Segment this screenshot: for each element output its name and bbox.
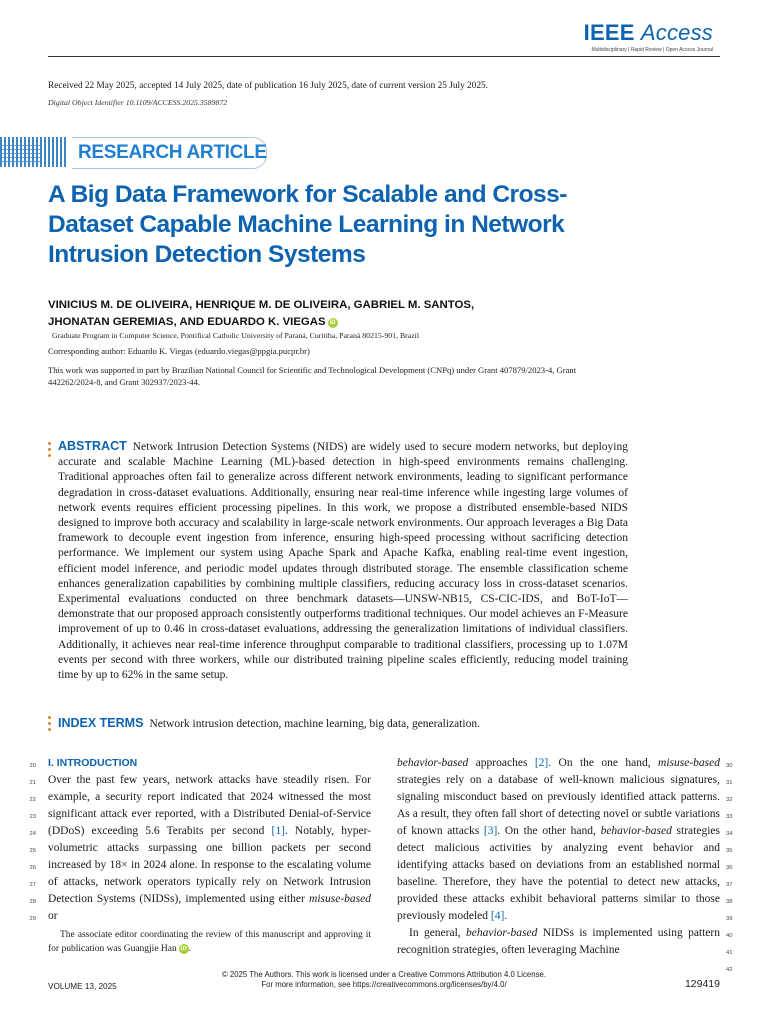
paper-title: A Big Data Framework for Scalable and Cross-Dataset Capable Machine Learning in Network Intrusion Detection Systems: [48, 181, 567, 268]
journal-name-italic: Access: [640, 20, 713, 45]
intro-paragraph-2: In general, behavior-based NIDSs is implemented using pattern recognition strategies, often leveraging Machine: [397, 927, 720, 956]
intro-paragraph-1: Over the past few years, network attacks have steadily risen. For example, a security report indicated that 2024 witnessed the most significant attack ever reported, with a Distributed Denial-of-Service (DDoS) exceeding 5.6 Terabits per second [1]. Notably, hyper-volumetric attacks surpassing one billion packets per second increased by 18× in 2024 alone. In response to the escalating volume of attacks, network operators typically rely on Network Intrusion Detection Systems (NIDSs), implemented using either misuse-based or: [48, 774, 372, 922]
journal-tagline: Multidisciplinary | Rapid Review | Open Access Journal: [591, 47, 713, 53]
abstract: [58, 439, 628, 683]
header-rule: [48, 56, 720, 57]
received-dates: Received 22 May 2025, accepted 14 July 2025, date of publication 16 July 2025, date of current version 25 July 2025.: [48, 81, 488, 91]
authors-line-1: VINICIUS M. DE OLIVEIRA, HENRIQUE M. DE OLIVEIRA, GABRIEL M. SANTOS,: [48, 299, 475, 311]
orcid-icon[interactable]: iD: [180, 946, 187, 952]
abstract-heading: ABSTRACT: [58, 439, 127, 453]
citation-link[interactable]: [1]: [271, 825, 285, 837]
section-heading-introduction: I. INTRODUCTION: [48, 757, 138, 769]
volume-label: VOLUME 13, 2025: [48, 982, 117, 991]
citation-link[interactable]: [4]: [490, 910, 505, 922]
license-line-1: © 2025 The Authors. This work is licensed under a Creative Commons Attribution 4.0 License.: [222, 970, 546, 979]
editor-footnote: The associate editor coordinating the review of this manuscript and approving it for publication was Guangjie Han iD .: [48, 930, 371, 954]
index-terms-heading: INDEX TERMS: [58, 716, 144, 730]
corresponding-author: Corresponding author: Eduardo K. Viegas (eduardo.viegas@ppgia.pucpr.br): [48, 346, 310, 356]
abstract-text: Network Intrusion Detection Systems (NIDS) are widely used to secure modern networks, but deploying accurate and scalable Machine Learning (ML)-based detection in high-speed environments remains challenging. Traditional approaches often fail to generalize across different network environments, leading to significant performance degradation in cross-dataset evaluations. Additionally, ensuring near real-time inference while ingesting large volumes of network events requires efficient processing pipelines. In this work, we propose a distributed ensemble-based NIDS designed to improve both accuracy and scalability in large-scale network environments. Our approach leverages a Big Data framework to decouple event ingestion from inference, ensuring high-speed processing without sacrificing detection performance. We implement our system using Apache Spark and Apache Kafka, enabling real-time event ingestion, efficient model inference, and periodic model updates through distributed storage. The ensemble classification scheme enhances generalization capabilities by combining multiple classifiers, reducing accuracy loss in cross-dataset scenarios. Experimental evaluations conducted on three benchmark datasets—UNSW-NB15, CS-CIC-IDS, and BoT-IoT—demonstrate that our proposed approach consistently outperforms traditional techniques. Our model achieves an F-Measure improvement of up to 0.46 in cross-dataset evaluations, addressing the generalization limitations of individual classifiers. Additionally, it achieves near real-time inference throughput comparable to traditional classifiers, processing up to 1.07M events per second with three workers, while our distributed training pipeline scales efficiently, reducing model training time by up to 62% in the same setup.: [58, 441, 628, 682]
index-terms-text: Network intrusion detection, machine learning, big data, generalization.: [149, 718, 480, 730]
intro-paragraph-1-cont: behavior-based approaches [2]. On the one hand, misuse-based strategies rely on a database of well-known malicious signatures, signaling misconduct based on previously identified attack patterns. As a result, they often fall short of detecting novel or subtle variations of known attacks [3]. On the other hand, behavior-based strategies detect malicious activities by analyzing event behavior and identifying attacks based on deviations from an established normal baseline. Therefore, they have the potential to detect new attacks, provided these attacks exhibit behavioral patterns similar to those previously modeled [4].: [397, 757, 720, 922]
authors-line-2: JHONATAN GEREMIAS, AND EDUARDO K. VIEGAS: [48, 316, 326, 328]
funding-note: This work was supported in part by Brazilian National Council for Scientific and Technological Development (CNPq) under Grant 407879/2023-4, Grant 442262/2024-8, and Grant 302937/2023-44.: [48, 365, 577, 387]
line-numbers-right: 30 31 32 33 34 35 36 37 38 39 40 41 42: [726, 763, 733, 973]
abstract-dots-icon: [48, 442, 52, 460]
license-line-2[interactable]: For more information, see https://creativecommons.org/licenses/by/4.0/: [261, 980, 507, 989]
citation-link[interactable]: [3]: [483, 825, 498, 837]
intro-left-column: [48, 755, 371, 925]
banner-label: RESEARCH ARTICLE: [78, 142, 267, 163]
intro-right-column: [397, 755, 720, 959]
affiliation: Graduate Program in Computer Science, Pontifical Catholic University of Paraná, Curitiba, Paraná 80215-901, Brazil: [52, 331, 420, 340]
page-number: 129419: [684, 978, 720, 990]
doi: Digital Object Identifier 10.1109/ACCESS.2025.3589872: [48, 98, 228, 107]
article-type-banner: [0, 133, 270, 173]
banner-lines-graphic: [0, 142, 40, 162]
index-terms: [58, 716, 480, 732]
author-list: [48, 297, 608, 331]
citation-link[interactable]: [2]: [534, 757, 549, 769]
journal-name-bold: IEEE: [583, 20, 635, 45]
line-numbers-left: 20 21 22 23 24 25 26 27 28 29: [29, 763, 36, 922]
index-terms-dots-icon: [48, 716, 52, 734]
orcid-icon[interactable]: iD: [329, 320, 336, 326]
journal-logo: [584, 22, 713, 53]
